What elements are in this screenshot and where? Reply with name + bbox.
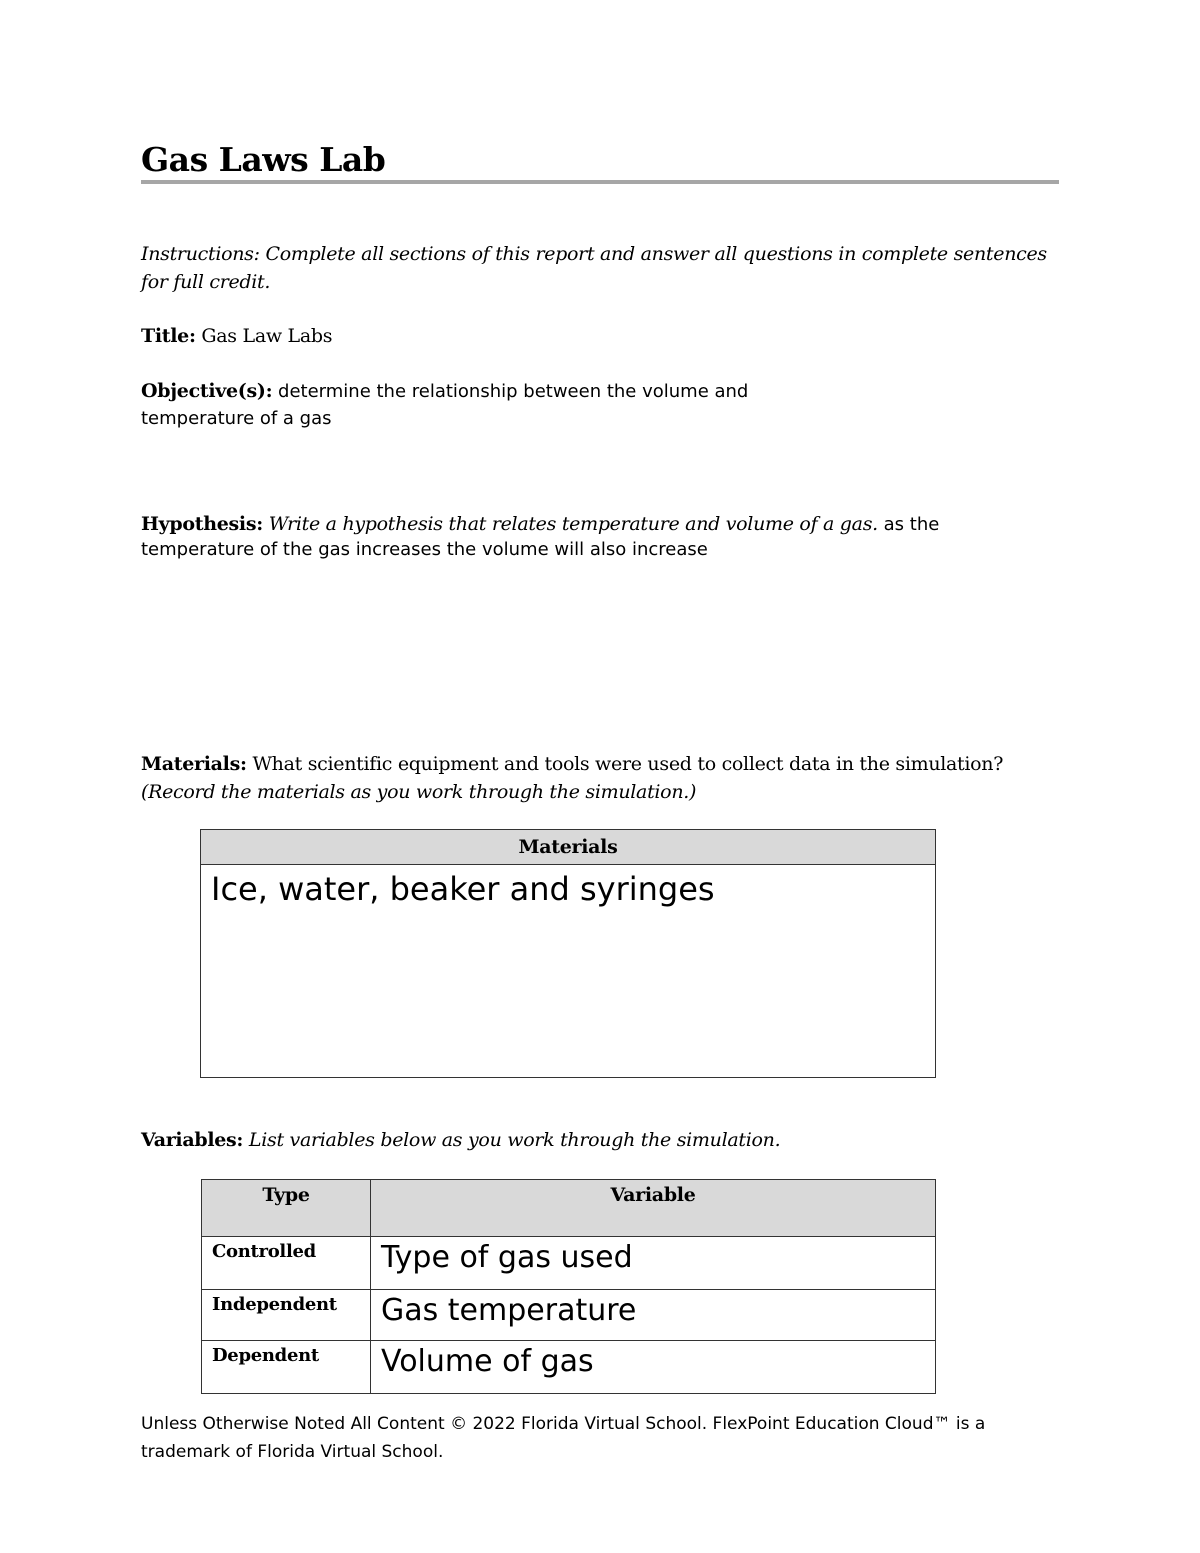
- variables-table: [201, 1179, 936, 1394]
- variables-label: Variables:: [141, 1129, 244, 1151]
- objective-field: [141, 378, 801, 432]
- variable-type-controlled: Controlled: [202, 1237, 371, 1290]
- variables-question: [141, 1126, 780, 1154]
- document-title: Gas Laws Lab: [141, 140, 386, 179]
- title-divider: [141, 180, 1059, 184]
- variable-value-independent[interactable]: Gas temperature: [371, 1290, 936, 1341]
- table-row: [202, 1341, 936, 1394]
- materials-prompt: What scientific equipment and tools were used to collect data in the simulation?: [252, 753, 1004, 775]
- materials-note: (Record the materials as you work through the simulation.): [141, 781, 697, 803]
- variables-header-variable: Variable: [371, 1180, 936, 1237]
- variable-value-controlled[interactable]: Type of gas used: [371, 1237, 936, 1290]
- title-field: [141, 322, 332, 350]
- variables-prompt: List variables below as you work through the simulation.: [248, 1129, 781, 1151]
- objective-value[interactable]: determine the relationship between the volume and temperature of a gas: [141, 381, 749, 429]
- variable-type-dependent: Dependent: [202, 1341, 371, 1394]
- materials-label: Materials:: [141, 753, 247, 775]
- objective-label: Objective(s):: [141, 380, 273, 402]
- hypothesis-label: Hypothesis:: [141, 513, 263, 535]
- variable-value-dependent[interactable]: Volume of gas: [371, 1341, 936, 1394]
- hypothesis-field: [141, 512, 961, 562]
- hypothesis-value[interactable]: as the temperature of the gas increases the volume will also increase: [141, 514, 940, 560]
- materials-table-header: Materials: [201, 830, 936, 865]
- table-row: [202, 1237, 936, 1290]
- title-label: Title:: [141, 325, 196, 347]
- materials-table: [200, 829, 936, 1078]
- materials-table-value[interactable]: Ice, water, beaker and syringes: [211, 870, 715, 908]
- variable-type-independent: Independent: [202, 1290, 371, 1341]
- title-value[interactable]: Gas Law Labs: [201, 325, 333, 347]
- variables-header-type: Type: [202, 1180, 371, 1237]
- materials-question: [141, 750, 1041, 806]
- hypothesis-prompt: Write a hypothesis that relates temperature and volume of a gas.: [268, 513, 878, 535]
- copyright-footer: Unless Otherwise Noted All Content © 2022 Florida Virtual School. FlexPoint Education Cloud™ is a trademark of Florida Virtual School.: [141, 1414, 986, 1462]
- table-row: [202, 1290, 936, 1341]
- instructions-text: Instructions: Complete all sections of this report and answer all questions in complete sentences for full credit.: [141, 243, 1047, 293]
